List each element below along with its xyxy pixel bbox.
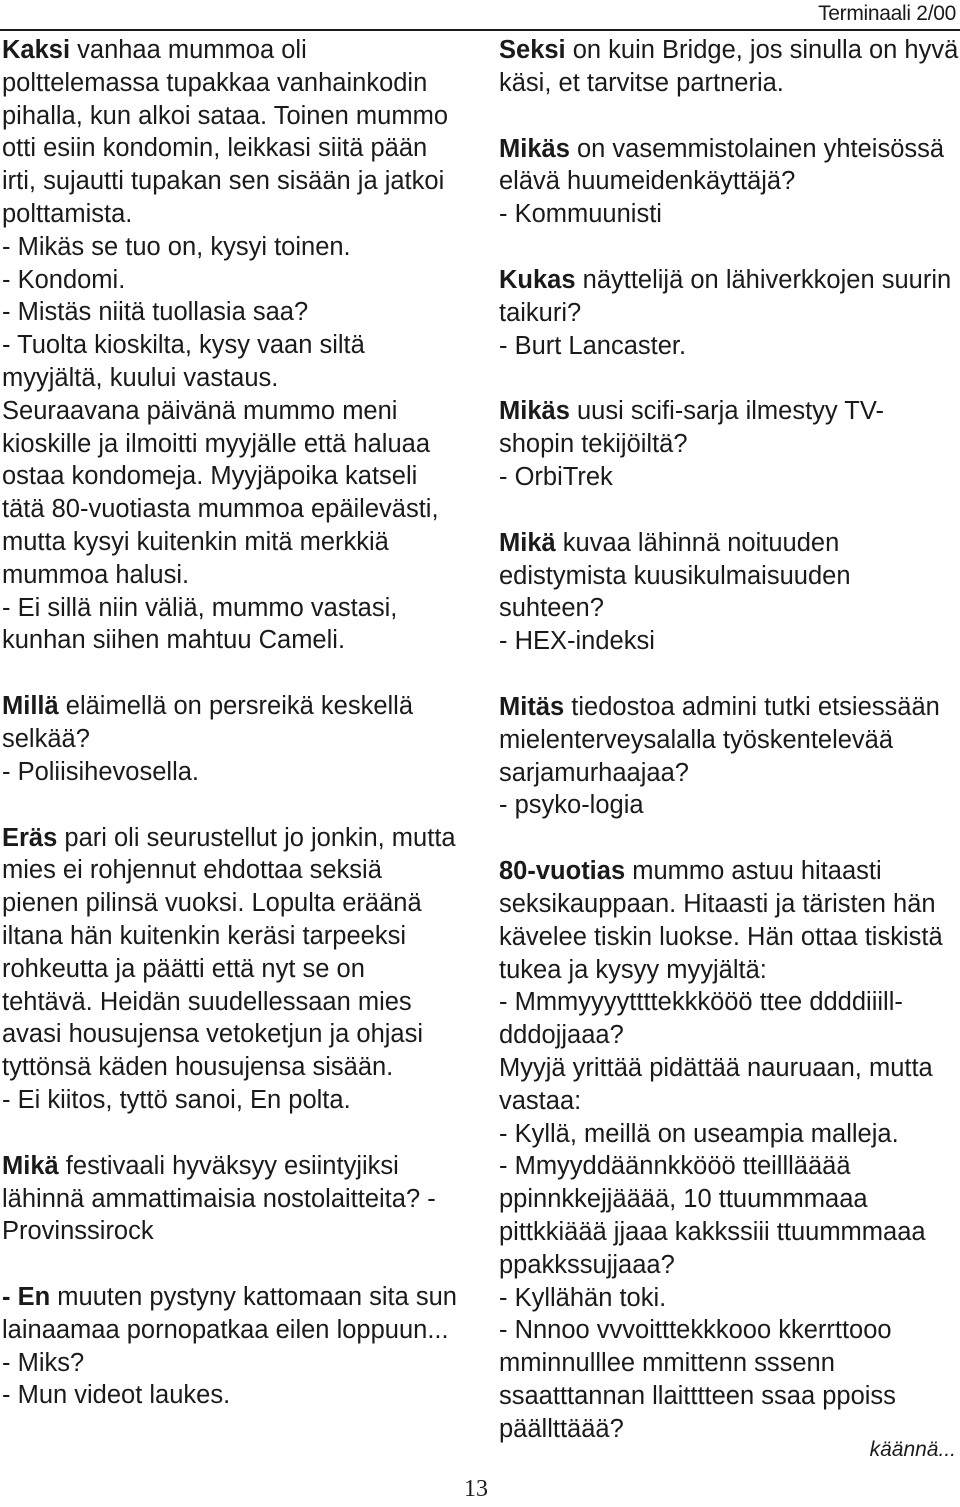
joke-text: - Mikäs se tuo on, kysyi toinen. <box>2 232 351 261</box>
joke-text: - Burt Lancaster. <box>499 331 687 360</box>
joke-line <box>499 1282 959 1315</box>
header-rule <box>0 29 960 31</box>
joke-line <box>499 34 959 100</box>
joke-block <box>2 822 462 1117</box>
joke-line <box>499 527 959 625</box>
joke-line <box>2 1150 462 1248</box>
joke-line <box>499 133 959 199</box>
joke-line <box>2 395 462 592</box>
joke-text: on kuin Bridge, jos sinulla on hyvä käsi, et tarvitse partneria. <box>499 36 959 97</box>
joke-text: - Mmyyddäännkkööö tteilllääää ppinnkkejjääää, 10 ttuummmaaa pittkkiäää jjaaa kakkssiii ttuummmaaa ppakkssujjaaa? <box>499 1152 926 1279</box>
joke-lead-word: Mikäs <box>499 397 570 426</box>
joke-block <box>499 691 959 822</box>
joke-lead-word: Mitäs <box>499 692 565 721</box>
joke-line <box>2 329 462 395</box>
joke-line <box>499 198 959 231</box>
joke-text: tiedostoa admini tutki etsiessään mielenterveysalalla työskentelevää sarjamurhaajaa? <box>499 692 940 787</box>
joke-text: - Miks? <box>2 1348 85 1377</box>
joke-text: Myyjä yrittää pidättää nauruaan, mutta vastaa: <box>499 1053 933 1115</box>
right-column <box>499 34 959 1478</box>
joke-text: - Ei sillä niin väliä, mummo vastasi, kunhan siihen mahtuu Cameli. <box>2 593 398 655</box>
joke-lead-word: Mikä <box>2 1151 59 1180</box>
left-column <box>2 34 462 1445</box>
joke-text: - Tuolta kioskilta, kysy vaan siltä myyjältä, kuului vastaus. <box>2 331 365 392</box>
joke-lead-word: Millä <box>2 692 59 721</box>
joke-text: on vasemmistolainen yhteisössä elävä huumeidenkäyttäjä? <box>499 134 945 196</box>
joke-block <box>2 690 462 788</box>
joke-line <box>499 986 959 1052</box>
joke-line <box>2 1084 462 1117</box>
joke-lead-word: Kaksi <box>2 36 71 64</box>
joke-block <box>2 34 462 657</box>
page-number: 13 <box>464 1476 488 1502</box>
joke-line <box>2 1379 462 1412</box>
joke-line <box>2 264 462 297</box>
joke-line <box>499 1118 959 1151</box>
joke-text: - Nnnoo vvvoitttekkkooo kkerrttooo mminnulllee mmittenn sssenn ssaatttannan llaitttteen ssaa ppoiss päällttäää? <box>499 1316 896 1443</box>
joke-line <box>499 625 959 658</box>
joke-line <box>499 395 959 461</box>
joke-text: - Kyllähän toki. <box>499 1283 667 1312</box>
joke-text: - OrbiTrek <box>499 462 613 491</box>
joke-block <box>499 133 959 231</box>
joke-text: - HEX-indeksi <box>499 627 655 656</box>
joke-lead-word: Seksi <box>499 36 566 64</box>
joke-line <box>499 461 959 494</box>
joke-line <box>2 822 462 1084</box>
joke-text: - Mun videot laukes. <box>2 1381 231 1410</box>
joke-line <box>2 34 462 231</box>
joke-line <box>499 789 959 822</box>
joke-line <box>499 330 959 363</box>
joke-line <box>2 756 462 789</box>
joke-lead-word: - En <box>2 1283 51 1312</box>
joke-lead-word: Mikäs <box>499 134 570 163</box>
joke-text: - Kyllä, meillä on useampia malleja. <box>499 1119 899 1148</box>
joke-text: - Mmmyyyyttttekkkööö ttee ddddiiill-dddojjaaa? <box>499 988 903 1050</box>
joke-line <box>2 1281 462 1347</box>
joke-block <box>499 34 959 100</box>
joke-line <box>2 1347 462 1380</box>
joke-text: festivaali hyväksyy esiintyjiksi lähinnä ammattimaisia nostolaitteita? - Provinssirock <box>2 1151 436 1246</box>
continued-note: käännä... <box>869 1438 956 1461</box>
joke-block <box>499 855 959 1445</box>
joke-block <box>499 527 959 658</box>
joke-text: - Kondomi. <box>2 265 126 294</box>
joke-text: pari oli seurustellut jo jonkin, mutta mies ei rohjennut ehdottaa seksiä pienen pilinsä vuoksi. Lopulta eräänä iltana hän kuitenkin keräsi tarpeeksi rohkeutta ja päätti että nyt se on tehtävä. Heidän suudellessaan mies avasi housujensa vetoketjun ja ohjasi tyttönsä käden housujensa sisään. <box>2 823 456 1082</box>
joke-text: - Poliisihevosella. <box>2 757 200 786</box>
joke-line <box>499 1314 959 1445</box>
joke-lead-word: 80-vuotias <box>499 857 626 886</box>
joke-text: kuvaa lähinnä noituuden edistymista kuusikulmaisuuden suhteen? <box>499 528 851 623</box>
joke-text: - Ei kiitos, tyttö sanoi, En polta. <box>2 1085 351 1114</box>
joke-text: muuten pystyny kattomaan sita sun lainaamaa pornopatkaa eilen loppuun... <box>2 1283 457 1344</box>
joke-line <box>499 855 959 986</box>
magazine-header: Terminaali 2/00 <box>818 2 956 25</box>
joke-line <box>499 691 959 789</box>
joke-block <box>499 264 959 362</box>
joke-text: - psyko-logia <box>499 791 644 820</box>
joke-text: - Mistäs niitä tuollasia saa? <box>2 298 309 327</box>
joke-text: uusi scifi-sarja ilmestyy TV-shopin tekijöiltä? <box>499 397 884 459</box>
joke-text: mummo astuu hitaasti seksikauppaan. Hitaasti ja täristen hän kävelee tiskin luokse. Hän ottaa tiskistä tukea ja kysyy myyjältä: <box>499 857 943 984</box>
joke-text: vanhaa mummoa oli polttelemassa tupakkaa vanhainkodin pihalla, kun alkoi sataa. Toinen mummo otti esiin kondomin, leikkasi siitä pään irti, sujautti tupakan sen sisään ja jatkoi polttamista. <box>2 36 449 228</box>
joke-block <box>2 1150 462 1248</box>
joke-block <box>2 1281 462 1412</box>
joke-line <box>499 264 959 330</box>
joke-text: eläimellä on persreikä keskellä selkää? <box>2 692 414 753</box>
joke-text: näyttelijä on lähiverkkojen suurin taikuri? <box>499 265 952 327</box>
joke-line <box>499 1052 959 1118</box>
joke-text: - Kommuunisti <box>499 200 662 229</box>
joke-text: Seuraavana päivänä mummo meni kioskille ja ilmoitti myyjälle että haluaa ostaa kondomeja. Myyjäpoika katseli tätä 80-vuotiasta mummoa epäilevästi, mutta kysyi kuitenkin mitä merkkiä mummoa halusi. <box>2 396 439 589</box>
joke-line <box>2 690 462 756</box>
joke-line <box>2 296 462 329</box>
joke-lead-word: Mikä <box>499 528 556 557</box>
joke-line <box>499 1150 959 1281</box>
joke-lead-word: Kukas <box>499 265 576 294</box>
joke-line <box>2 231 462 264</box>
joke-lead-word: Eräs <box>2 823 58 852</box>
joke-line <box>2 592 462 658</box>
joke-block <box>499 395 959 493</box>
